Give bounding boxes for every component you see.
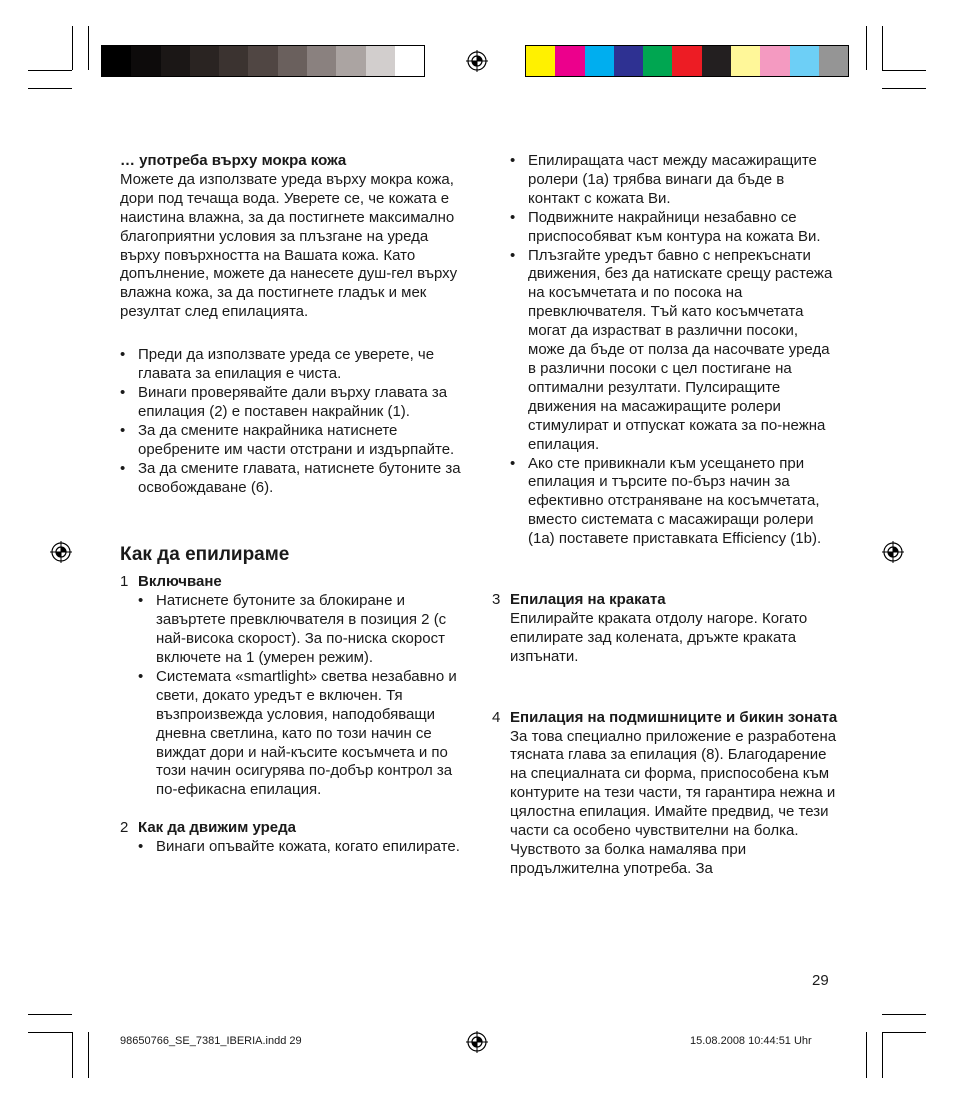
crop-mark: [882, 26, 883, 70]
registration-mark-icon: [882, 541, 904, 563]
list-item: • Натиснете бутоните за блокиране и завъртете превключвателя в позиция 2 (с най-висока скорост). За по-ниска скорост включете на 1 (умерен режим).: [138, 592, 465, 668]
section-title: Как да епилираме: [120, 544, 290, 566]
step-3-text: Епилирайте краката отдолу нагоре. Когато епилирате зад колената, дръжте краката изпънати.: [510, 609, 808, 665]
color-swatch: [366, 46, 395, 76]
footer-timestamp: 15.08.2008 10:44:51 Uhr: [690, 1035, 812, 1047]
registration-mark-icon: [466, 1031, 488, 1053]
wet-use-heading: … употреба върху мокра кожа: [120, 152, 347, 169]
list-item: • За да смените главата, натиснете бутоните за освобождаване (6).: [120, 460, 465, 498]
color-swatch: [819, 46, 848, 76]
grayscale-color-bar: [102, 46, 424, 76]
color-swatch: [643, 46, 672, 76]
step-title: Епилация на подмишниците и бикин зоната: [510, 708, 838, 726]
list-item: • Подвижните накрайници незабавно се приспособяват към контура на кожата Ви.: [510, 209, 838, 247]
registration-mark-icon: [50, 541, 72, 563]
color-swatch: [614, 46, 643, 76]
crop-mark: [28, 88, 72, 89]
step-2-list: [120, 838, 465, 857]
list-item: • Винаги опъвайте кожата, когато епилирате.: [138, 838, 465, 857]
crop-mark: [28, 1032, 72, 1033]
crop-mark: [882, 1032, 926, 1033]
color-swatch: [102, 46, 131, 76]
list-item: • За да смените накрайника натиснете оребрените им части отстрани и издърпайте.: [120, 422, 465, 460]
color-swatch: [131, 46, 160, 76]
list-item: • Преди да използвате уреда се уверете, че главата за епилация е чиста.: [120, 346, 465, 384]
crop-mark: [72, 26, 73, 70]
color-swatch: [307, 46, 336, 76]
preparation-list: [120, 346, 465, 497]
step-1-heading: [120, 573, 465, 592]
crop-mark: [866, 26, 867, 70]
crop-mark: [882, 1014, 926, 1015]
crop-mark: [882, 88, 926, 89]
crop-mark: [28, 1014, 72, 1015]
color-swatch: [555, 46, 584, 76]
list-item: • Ако сте привикнали към усещането при епилация и търсите по-бърз начин за ефективно отстраняване на косъмчетата, вместо системата с масажиращи ролери (1a) поставете приставката Efficiency (1b).: [510, 455, 838, 550]
color-swatch: [248, 46, 277, 76]
color-swatch: [278, 46, 307, 76]
color-swatch: [336, 46, 365, 76]
step-4-text: За това специално приложение е разработена тясната глава за епилация (8). Благодарение на специалната си форма, приспособена към контурите на тези части, тя гарантира нежна и цялостна епилация. Имайте предвид, че тези части са особено чувствителни на болка. Чувството за болка намалява при продължителна употреба. За: [510, 727, 837, 877]
step-number: 1: [120, 573, 129, 591]
movement-list: [510, 152, 838, 549]
color-swatch: [395, 46, 424, 76]
page-number: 29: [812, 972, 829, 989]
left-column: [120, 152, 465, 857]
cmyk-color-bar: [526, 46, 848, 76]
crop-mark: [88, 1032, 89, 1078]
color-swatch: [672, 46, 701, 76]
color-swatch: [585, 46, 614, 76]
right-column: [492, 152, 838, 879]
step-number: 2: [120, 819, 129, 837]
step-2-heading: [120, 819, 465, 838]
color-swatch: [731, 46, 760, 76]
step-3-heading: [492, 591, 838, 610]
color-swatch: [219, 46, 248, 76]
crop-mark: [866, 1032, 867, 1078]
step-1-list: [120, 592, 465, 800]
crop-mark: [882, 1032, 883, 1078]
footer-file-info: 98650766_SE_7381_IBERIA.indd 29: [120, 1035, 302, 1047]
color-swatch: [190, 46, 219, 76]
crop-mark: [882, 70, 926, 71]
step-number: 3: [492, 591, 501, 609]
registration-mark-icon: [466, 50, 488, 72]
list-item: • Системата «smartlight» светва незабавно и свети, докато уредът е включен. Тя възпроизвежда условия, наподобяващи дневна светлина, като по този начин се виждат дори и най-късите косъмчета и по този начин осигурява по-добър контрол за по-ефикасна епилация.: [138, 668, 465, 800]
list-item: • Плъзгайте уредът бавно с непрекъснати движения, без да натискате срещу растежа на косъмчетата и по посока на превключвателя. Тъй като косъмчетата могат да израстват в различни посоки, може да бъде от полза да насочвате уреда в различни посоки с цел постигане на оптимални резултати. Пулсиращите движения на масажиращите ролери стимулират и отпускат кожата за по-нежна епилация.: [510, 247, 838, 455]
step-4-heading: [492, 708, 838, 728]
step-title: Епилация на краката: [510, 591, 666, 609]
step-title: Включване: [138, 573, 222, 591]
color-swatch: [526, 46, 555, 76]
color-swatch: [760, 46, 789, 76]
step-number: 4: [492, 708, 501, 726]
color-swatch: [790, 46, 819, 76]
wet-use-paragraph: Можете да използвате уреда върху мокра кожа, дори под течаща вода. Уверете се, че кожата е наистина влажна, за да постигнете максимално благоприятни условия за плъзгане на уреда върху повърхността на Вашата кожа. Като допълнение, можете да нанесете душ-гел върху влажна кожа, за да постигнете гладък и мек резултат след епилацията.: [120, 170, 458, 321]
step-title: Как да движим уреда: [138, 819, 296, 837]
crop-mark: [88, 26, 89, 70]
list-item: • Епилиращата част между масажиращите ролери (1a) трябва винаги да бъде в контакт с кожата Ви.: [510, 152, 838, 209]
list-item: • Винаги проверявайте дали върху главата за епилация (2) е поставен накрайник (1).: [120, 384, 465, 422]
color-swatch: [161, 46, 190, 76]
color-swatch: [702, 46, 731, 76]
crop-mark: [28, 70, 72, 71]
crop-mark: [72, 1032, 73, 1078]
